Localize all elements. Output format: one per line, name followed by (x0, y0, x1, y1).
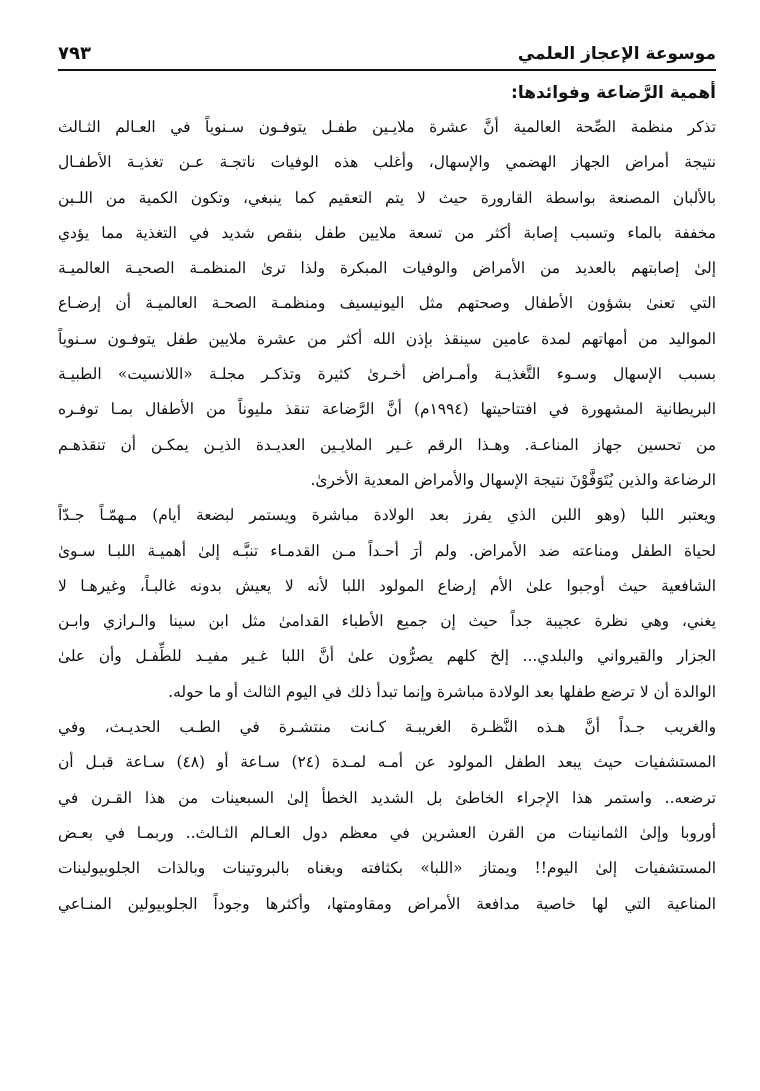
paragraph-1 (58, 110, 716, 498)
page-header (58, 36, 716, 66)
text-line: بسبب الإسهال وسـوء التَّغذيـة وأمـراض أخـرىٰ كثيرة وتذكـر مجلـة «اللانسيت» الطبيـة (58, 365, 716, 384)
text-line: مخففة بالماء وتسبب إصابة أكثر من تسعة ملايين طفل بنقص شديد في التغذية مما يؤدي (58, 223, 716, 242)
text-line: لحياة الطفل ومناعته ضد الأمراض. ولم أرَ أحـداً مـن القدمـاء تنبَّـه إلىٰ أهميـة اللبـا سـوىٰ (58, 541, 716, 560)
page-number: ٧٩٣ (58, 43, 91, 64)
text-line: الوالدة أن لا ترضع طفلها بعد الولادة مباشرة وإنما تبدأ ذلك في اليوم الثالث أو ما حوله. (168, 682, 716, 701)
section-heading: أهمية الرَّضاعة وفوائدها: (511, 83, 716, 103)
text-line: ويعتبر اللبا (وهو اللبن الذي يفرز بعد الولادة مباشرة ويستمر لبضعة أيام) مـهمّـاً جـدّاً (58, 506, 716, 525)
text-line: بالألبان المصنعة بواسطة القارورة حيث لا يتم التعقيم كما ينبغي، وتكون الكمية من اللـبن (58, 188, 716, 207)
text-line: البريطانية المشهورة في افتتاحيتها (١٩٩٤م) أنَّ الرَّضاعة تنقذ مليوناً من الأطفال بمـا توفـره (58, 400, 716, 419)
text-line: التي تعنىٰ بشؤون الأطفال وصحتهم مثل اليونيسيف ومنظمـة الصحـة العالميـة أن إرضـاع (58, 294, 716, 313)
text-line: الرضاعة والذين يُتَوَفَّوْنَ نتيجة الإسهال والأمراض المعدية الأخرىٰ. (310, 470, 716, 489)
text-line: تذكر منظمة الصِّحة العالمية أنَّ عشرة ملايـين طفـل يتوفـون سـنوياً في العـالم الثـالث (58, 118, 716, 136)
page-body (58, 78, 716, 922)
text-line: المستشفيات إلىٰ اليوم!! ويمتاز «اللبا» بكثافته وبغناه بالبروتينات وبالذات الجلوبيولينات (58, 859, 716, 878)
text-line: المستشفيات حيث يبعد الطفل المولود عن أمـه لمـدة (٢٤) سـاعة أو (٤٨) سـاعة قبـل أن (58, 753, 716, 772)
text-line: المواليد من أمهاتهم لمدة عامين سينقذ بإذن الله أكثر من عشرة ملايين طفل يتوفـون سـنوياً (58, 329, 716, 348)
text-line: المناعية التي لها خاصية مدافعة الأمراض ومقاومتها، وأكثرها وجوداً الجلوبيولين المنـاعي (58, 894, 716, 913)
text-line: إلىٰ إصابتهم بالعديد من الأمراض والوفيات المبكرة ولذا ترىٰ المنظمـة الصحيـة العالميـة (58, 259, 716, 278)
text-line: ترضعه.. واستمر هذا الإجراء الخاطئ بل الشديد الخطأ إلىٰ السبعينات من هذا القـرن في (58, 788, 716, 807)
text-line: أوروبا وإلىٰ الثمانينات من القرن العشرين في معظم دول العـالم الثـالث.. وربمـا في بعـض (58, 823, 716, 842)
text-line: الجزار والقيرواني والبلدي... إلخ كلهم يصرُّون علىٰ أنَّ اللبا غـير مفيـد للطِّفـل وأن علىٰ (58, 647, 716, 666)
text-line: الشافعية حيث أوجبوا علىٰ الأم إرضاع المولود اللبا لأنه لا يعيش بدونه غالبـاً، وغيرهـا لا (58, 576, 716, 595)
paragraph-3 (58, 710, 716, 922)
running-title: موسوعة الإعجاز العلمي (517, 44, 716, 64)
header-divider (58, 69, 716, 71)
text-line: يغني، وهي نظرة عجيبة جداً حيث إن جميع الأطباء القدامىٰ مثل ابن سينا والـرازي وابـن (58, 612, 716, 631)
text-line: والغريب جـداً أنَّ هـذه النَّظـرة الغريبـة كـانت منتشـرة في الطـب الحديـث، وفي (58, 718, 716, 737)
text-line: نتيجة أمراض الجهاز الهضمي والإسهال، وأغلب هذه الوفيات ناتجـة عـن تغذيـة الأطفـال (58, 153, 716, 172)
text-line: من تحسين جهاز المناعـة. وهـذا الرقم غـير الملايـين العديـدة الذيـن يمكـن أن تنقذهـم (58, 435, 716, 454)
paragraph-2 (58, 498, 716, 710)
